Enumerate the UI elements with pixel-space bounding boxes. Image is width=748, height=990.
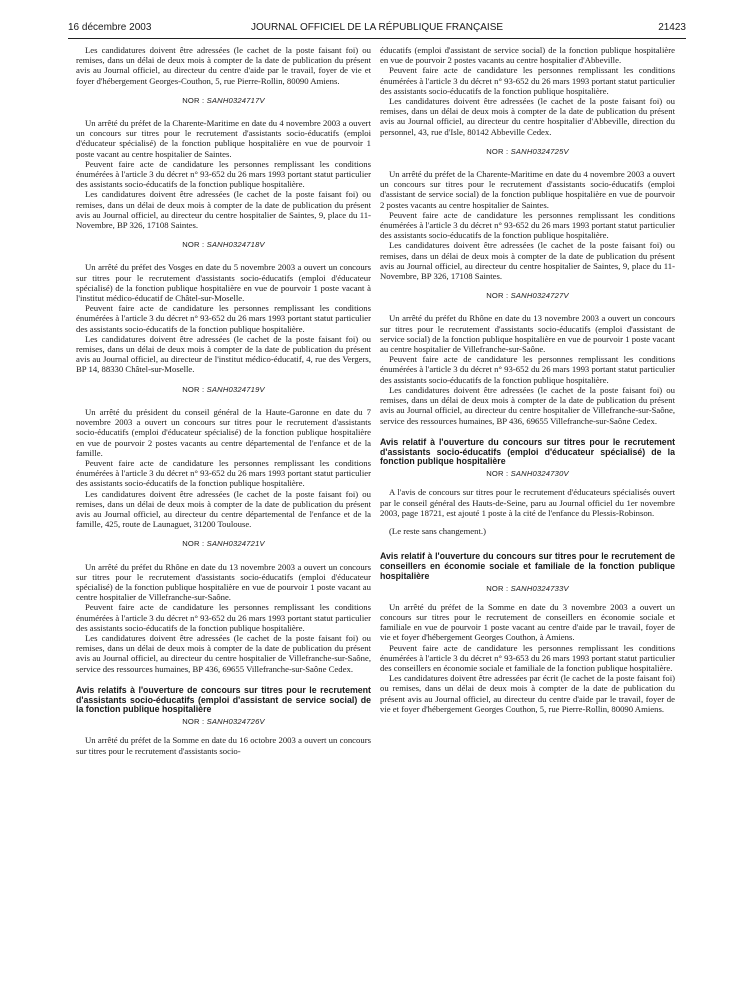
nor-reference — [76, 385, 371, 395]
paragraph: Peuvent faire acte de candidature les personnes remplissant les conditions énumérées à l'article 3 du décret n° 93-652 du 26 mars 1993 portant statut particulier des assistants socio-éducatifs de la fonction publique hospitalière. — [76, 303, 371, 334]
paragraph: Les candidatures doivent être adressées (le cachet de la poste faisant foi) ou remises, dans un délai de deux mois à compter de la date de publication du présent avis au Journal officiel, au directeur de l'institut médico-éducatif, 4, rue des Vergers, BP 14, 88330 Châtel-sur-Moselle. — [76, 333, 371, 375]
nor-reference — [380, 147, 675, 157]
paragraph: Un arrêté du préfet de la Somme en date du 3 novembre 2003 a ouvert un concours sur titres pour le recrutement de conseillers en économie sociale et familiale en vue de pourvoir 1 poste vacant au centre d'aide par le travail, foyer de vie et foyer d'hébergement Georges Couthon, à Amiens. — [380, 601, 675, 643]
nor-label: NOR : — [182, 717, 205, 727]
nor-reference — [76, 717, 371, 727]
paragraph: Un arrêté du préfet de la Charente-Maritime en date du 4 novembre 2003 a ouvert un concours sur titres pour le recrutement d'assistants socio-éducatifs (emploi d'assistant de service social) de la fonction publique hospitalière en vue de pourvoir 2 postes vacants au centre hospitalier de Saintes. — [380, 169, 675, 210]
paragraph: Un arrêté du préfet du Rhône en date du 13 novembre 2003 a ouvert un concours sur titres pour le recrutement d'assistants socio-éducatifs (emploi d'assistant de service social) de la fonction publique hospitalière en vue de pourvoir 1 poste vacant au centre hospitalier de Villefranche-sur-Saône. — [380, 313, 675, 355]
paragraph: Peuvent faire acte de candidature les personnes remplissant les conditions énumérées à l'article 3 du décret n° 93-652 du 26 mars 1993 portant statut particulier des assistants socio-éducatifs de la fonction publique hospitalière. — [76, 602, 371, 633]
paragraph: Les candidatures doivent être adressées (le cachet de la poste faisant foi) ou remises, dans un délai de deux mois à compter de la date de publication du présent avis au Journal officiel, au directeur du centre hospitalier de Villefranche-sur-Saône, service des ressources humaines, BP 436, 69655 Villefranche-sur-Saône Cedex. — [76, 632, 371, 674]
nor-label: NOR : — [182, 240, 205, 250]
nor-code: SANH0324717V — [206, 95, 265, 105]
nor-reference — [380, 469, 675, 479]
paragraph: Un arrêté du préfet de la Somme en date du 16 octobre 2003 a ouvert un concours sur titres pour le recrutement d'assistants socio- — [76, 735, 371, 756]
nor-label: NOR : — [486, 291, 509, 301]
paragraph: Peuvent faire acte de candidature les personnes remplissant les conditions énumérées à l'article 3 du décret n° 93-652 du 26 mars 1993 portant statut particulier des assistants socio-éducatifs de la fonction publique hospitalière. — [380, 354, 675, 385]
paragraph: Les candidatures doivent être adressées (le cachet de la poste faisant foi) ou remises, dans un délai de deux mois à compter de la date de publication du présent avis au Journal officiel, au directeur du centre départemental de l'enfance et de la famille, 425, route de Launaguet, 31200 Toulouse. — [76, 488, 371, 530]
nor-label: NOR : — [486, 583, 509, 593]
paragraph: (Le reste sans changement.) — [389, 525, 486, 536]
paragraph: Un arrêté du président du conseil général de la Haute-Garonne en date du 7 novembre 2003 a ouvert un concours sur titres pour le recrutement d'assistants socio-éducatifs (emploi d'éducateur spécialisé) de la fonction publique hospitalière en vue de pourvoir 2 postes vacants au centre départemental de l'enfance et de la famille. — [76, 406, 371, 458]
nor-code: SANH0324719V — [206, 384, 265, 394]
page-header — [68, 22, 686, 36]
paragraph: Un arrêté du préfet des Vosges en date du 5 novembre 2003 a ouvert un concours sur titres pour le recrutement d'assistants socio-éducatifs (emploi d'éducateur spécialisé) de la fonction publique hospitalière en vue de pourvoir 1 poste vacant à l'institut médico-éducatif de Châtel-sur-Moselle. — [76, 262, 371, 304]
right-column — [380, 45, 675, 985]
header-date: 16 décembre 2003 — [68, 22, 152, 33]
nor-code: SANH0324725V — [510, 146, 569, 156]
nor-label: NOR : — [486, 146, 509, 156]
paragraph: Peuvent faire acte de candidature les personnes remplissant les conditions énumérées à l'article 3 du décret n° 93-652 du 26 mars 1993 portant statut particulier des assistants socio-éducatifs de la fonction publique hospitalière. — [76, 457, 371, 489]
paragraph: Peuvent faire acte de candidature les personnes remplissant les conditions énumérées à l'article 3 du décret n° 93-653 du 26 mars 1993 portant statut particulier des conseillers en économie sociale et familiale de la fonction publique hospitalière. — [380, 642, 675, 673]
journal-title: JOURNAL OFFICIEL DE LA RÉPUBLIQUE FRANÇAISE — [250, 22, 504, 33]
section-heading: Avis relatif à l'ouverture du concours sur titres pour le recrutement d'assistants socio-éducatifs (emploi d'éducateur spécialisé) de la fonction publique hospitalière — [380, 436, 675, 467]
nor-code: SANH0324730V — [510, 469, 569, 479]
paragraph: Un arrêté du préfet de la Charente-Maritime en date du 4 novembre 2003 a ouvert un concours sur titres pour le recrutement d'assistants socio-éducatifs (emploi d'éducateur spécialisé) de la fonction publique hospitalière en vue de pourvoir 1 poste vacant au centre hospitalier de Saintes. — [76, 118, 371, 159]
paragraph: Les candidatures doivent être adressées (le cachet de la poste faisant foi) ou remises, dans un délai de deux mois à compter de la date de publication du présent avis au Journal officiel, au directeur du centre hospitalier de Villefranche-sur-Saône, service des ressources humaines, BP 436, 69655 Villefranche-sur-Saône Cedex. — [380, 384, 675, 426]
nor-code: SANH0324721V — [206, 539, 265, 549]
nor-reference — [380, 291, 675, 301]
nor-reference — [76, 240, 371, 250]
paragraph: Les candidatures doivent être adressées (le cachet de la poste faisant foi) ou remises, dans un délai de deux mois à compter de la date de publication du présent avis au Journal officiel, au directeur du centre d'aide par le travail, foyer de vie et foyer d'hébergement Georges-Couthon, 5, rue Pierre-Rollin, 80090 Amiens. — [76, 45, 371, 86]
paragraph: Peuvent faire acte de candidature les personnes remplissant les conditions énumérées à l'article 3 du décret n° 93-652 du 26 mars 1993 portant statut particulier des assistants socio-éducatifs de la fonction publique hospitalière. — [380, 65, 675, 96]
paragraph: Les candidatures doivent être adressées (le cachet de la poste faisant foi) ou remises, dans un délai de deux mois à compter de la date de publication du présent avis au Journal officiel, au directeur du centre hospitalier de Saintes, 9, place du 11-Novembre, BP 326, 17108 Saintes. — [76, 189, 371, 231]
section-heading: Avis relatif à l'ouverture du concours sur titres pour le recrutement de conseillers en économie sociale et familiale de la fonction publique hospitalière — [380, 551, 675, 581]
paragraph: éducatifs (emploi d'assistant de service social) de la fonction publique hospitalière en vue de pourvoir 2 postes vacants au centre hospitalier d'Abbeville. — [380, 45, 675, 66]
header-rule — [68, 38, 686, 39]
nor-reference — [76, 96, 371, 106]
nor-reference — [76, 539, 371, 549]
nor-code: SANH0324726V — [206, 717, 265, 727]
nor-label: NOR : — [182, 95, 205, 105]
nor-code: SANH0324718V — [206, 240, 265, 250]
page-number: 21423 — [658, 22, 686, 33]
section-heading: Avis relatifs à l'ouverture de concours sur titres pour le recrutement d'assistants socio-éducatifs (emploi d'assistant de service social) de la fonction publique hospitalière — [76, 684, 371, 715]
nor-code: SANH0324733V — [510, 583, 569, 593]
nor-reference — [380, 584, 675, 594]
nor-label: NOR : — [486, 469, 509, 479]
paragraph: Peuvent faire acte de candidature les personnes remplissant les conditions énumérées à l'article 3 du décret n° 93-652 du 26 mars 1993 portant statut particulier des assistants socio-éducatifs de la fonction publique hospitalière. — [76, 158, 371, 190]
paragraph: Les candidatures doivent être adressées (le cachet de la poste faisant foi) ou remises, dans un délai de deux mois à compter de la date de publication du présent avis au Journal officiel, au directeur du centre hospitalier de Saintes, 9, place du 11-Novembre, BP 326, 17108 Saintes. — [380, 240, 675, 282]
paragraph: Peuvent faire acte de candidature les personnes remplissant les conditions énumérées à l'article 3 du décret n° 93-652 du 26 mars 1993 portant statut particulier des assistants socio-éducatifs de la fonction publique hospitalière. — [380, 209, 675, 241]
nor-label: NOR : — [182, 384, 205, 394]
paragraph: Les candidatures doivent être adressées par écrit (le cachet de la poste faisant foi) ou remises, dans un délai de deux mois à compter de la date de publication du présent avis au Journal officiel, au directeur du centre d'aide par le travail, foyer de vie et foyer d'hébergement Georges Couthon, 5, rue Pierre-Rollin, 80090 Amiens. — [380, 673, 675, 714]
paragraph: A l'avis de concours sur titres pour le recrutement d'éducateurs spécialisés ouvert par le conseil général des Hauts-de-Seine, paru au Journal officiel du 1er novembre 2003, page 18721, est ajouté 1 poste à la cité de l'enfance du Plessis-Robinson. — [380, 487, 675, 518]
left-column — [76, 45, 371, 975]
paragraph: Un arrêté du préfet du Rhône en date du 13 novembre 2003 a ouvert un concours sur titres pour le recrutement d'assistants socio-éducatifs (emploi d'éducateur spécialisé) de la fonction publique hospitalière en vue de pourvoir 1 poste vacant au centre hospitalier de Villefranche-sur-Saône. — [76, 561, 371, 603]
paragraph: Les candidatures doivent être adressées (le cachet de la poste faisant foi) ou remises, dans un délai de deux mois à compter de la date de publication du présent avis au Journal officiel, au directeur du centre hospitalier d'Abbeville, direction du personnel, 43, rue d'Isle, 80142 Abbeville Cedex. — [380, 96, 675, 137]
nor-code: SANH0324727V — [510, 291, 569, 301]
nor-label: NOR : — [182, 539, 205, 549]
